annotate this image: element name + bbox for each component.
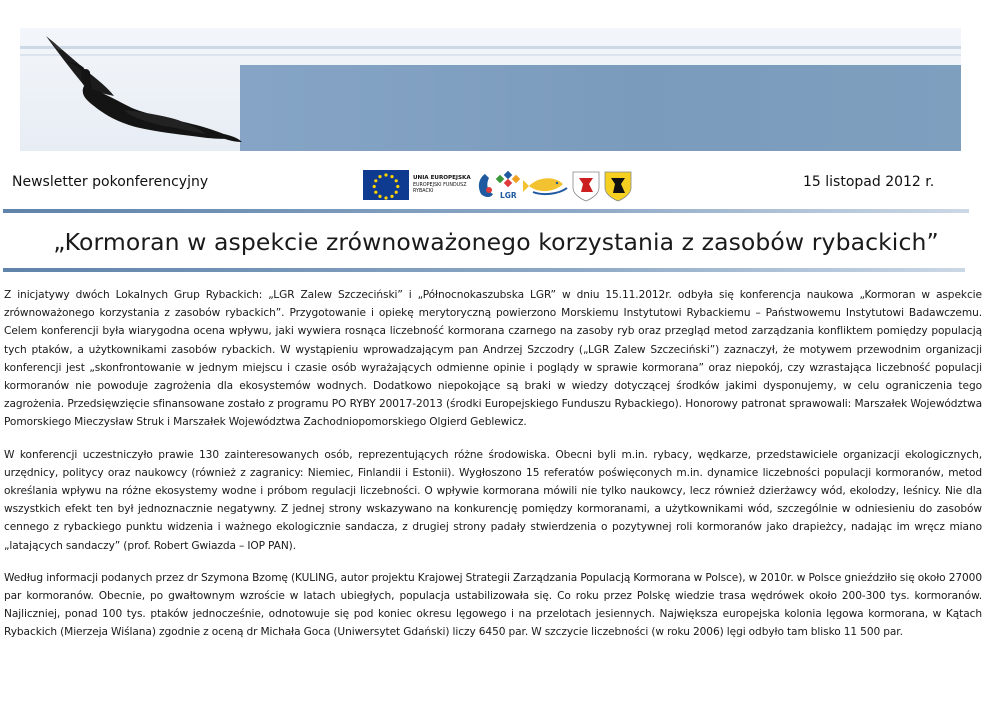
sponsor-logos: [363, 168, 633, 202]
eu-text-line2: EUROPEJSKI FUNDUSZ: [413, 183, 467, 188]
eu-text-line3: RYBACKI: [413, 189, 434, 194]
zachodniopomorskie-coat-of-arms-icon: [573, 172, 599, 201]
pomorskie-coat-of-arms-icon: [605, 172, 631, 201]
newsletter-header: [0, 166, 992, 202]
article-body: [4, 286, 982, 656]
article-title: „Kormoran w aspekcie zrównoważonego korzystania z zasobów rybackich”: [53, 228, 939, 256]
lgr-logo-icon: [496, 171, 520, 200]
paragraph: W konferencji uczestniczyło prawie 130 zainteresowanych osób, reprezentujących różne środowiska. Obecni byli m.in. rybacy, wędkarze, przedstawiciele organizacji ekologicznych, urzędnicy, politycy oraz naukowcy (również z zagranicy: Niemiec, Finlandii i Estonii). Wygłoszono 15 referatów poświęconych m.in. dynamice liczebności populacji kormoranów, metod określania wpływu na różne ekosystemy wodne i próbom regulacji liczebności. O wpływie kormorana mówili nie tylko naukowcy, lecz również dzierżawcy wód, ekolodzy, leśnicy. Nie dla wszystkich efekt ten był jednoznacznie negatywny. Z jednej strony wskazywano na konkurencję pomiędzy kormoranami, a użytkownikami wód, szczególnie w odniesieniu do zasobów cennego z rybackiego punktu widzenia i ważnego ekologicznie sandacza, z drugiej strony padały stwierdzenia o pozytywnej roli kormoranów jako drapieżcy, nadając im wręcz miano „latających sandaczy” (prof. Robert Gwiazda – IOP PAN).: [4, 448, 982, 552]
lgr-text: LGR: [500, 191, 517, 200]
cormorant-illustration: [28, 28, 243, 151]
divider: [3, 268, 965, 272]
header-banner: [20, 28, 961, 151]
eu-flag-icon: [363, 170, 409, 200]
banner-blue-band: [240, 65, 961, 151]
newsletter-label: Newsletter pokonferencyjny: [12, 174, 209, 190]
ryby-logo-icon: [479, 174, 493, 197]
divider: [3, 209, 969, 213]
fish-logo-icon: [523, 178, 567, 194]
eu-text-line1: UNIA EUROPEJSKA: [413, 175, 471, 181]
paragraph: Z inicjatywy dwóch Lokalnych Grup Rybackich: „LGR Zalew Szczeciński” i „Północnokaszubska LGR” w dniu 15.11.2012r. odbyła się konferencja naukowa „Kormoran w aspekcie zrównoważonego korzystania z zasobów rybackich”. Przygotowanie i opiekę merytoryczną powierzono Morskiemu Instytutowi Rybackiemu – Państwowemu Instytutowi Badawczemu. Celem konferencji była wiarygodna ocena wpływu, jaki wywiera rosnąca liczebność kormorana czarnego na zasoby ryb oraz przegląd metod zarządzania konfliktem pomiędzy populacją tych ptaków, a użytkownikami zasobów rybackich. W wystąpieniu wprowadzającym pan Andrzej Szczodry („LGR Zalew Szczeciński”) zaznaczył, że motywem przewodnim organizacji konferencji jest „skonfrontowanie w jednym miejscu i czasie osób wyrażających odmienne opinie i poglądy w sprawie kormorana” oraz niepokój, czy wzrastająca liczebność populacji kormoranów nie powoduje zagrożenia dla ekosystemów wodnych. Dodatkowo niepokojące są braki w wiedzy dotyczącej środków jakimi dysponujemy, w celu ograniczenia tego zagrożenia. Przedsięwzięcie sfinansowane zostało z programu PO RYBY 20017-2013 (środki Europejskiego Funduszu Rybackiego). Honorowy patronat sprawowali: Marszałek Województwa Pomorskiego Mieczysław Struk i Marszałek Województwa Zachodniopomorskiego Olgierd Geblewicz.: [4, 289, 982, 429]
issue-date: 15 listopad 2012 r.: [803, 174, 935, 190]
paragraph: Według informacji podanych przez dr Szymona Bzomę (KULING, autor projektu Krajowej Strategii Zarządzania Populacją Kormorana w Polsce), w 2010r. w Polsce gnieździło się około 27000 par kormoranów. Obecnie, po gwałtownym wzroście w latach ubiegłych, populacja ustabilizowała się. Co roku przez Polskę wiedzie trasa wędrówek około 200-300 tys. kormoranów. Najliczniej, ponad 100 tys. ptaków jednocześnie, odnotowuje się pod koniec okresu lęgowego i na przelotach jesiennych. Największa europejska kolonia lęgowa kormorana, w Kątach Rybackich (Mierzeja Wiślana) zgodnie z oceną dr Michała Goca (Uniwersytet Gdański) liczy 6450 par. W szczycie liczebności (w roku 2006) lęgi odbyło tam blisko 11 500 par.: [4, 571, 982, 639]
